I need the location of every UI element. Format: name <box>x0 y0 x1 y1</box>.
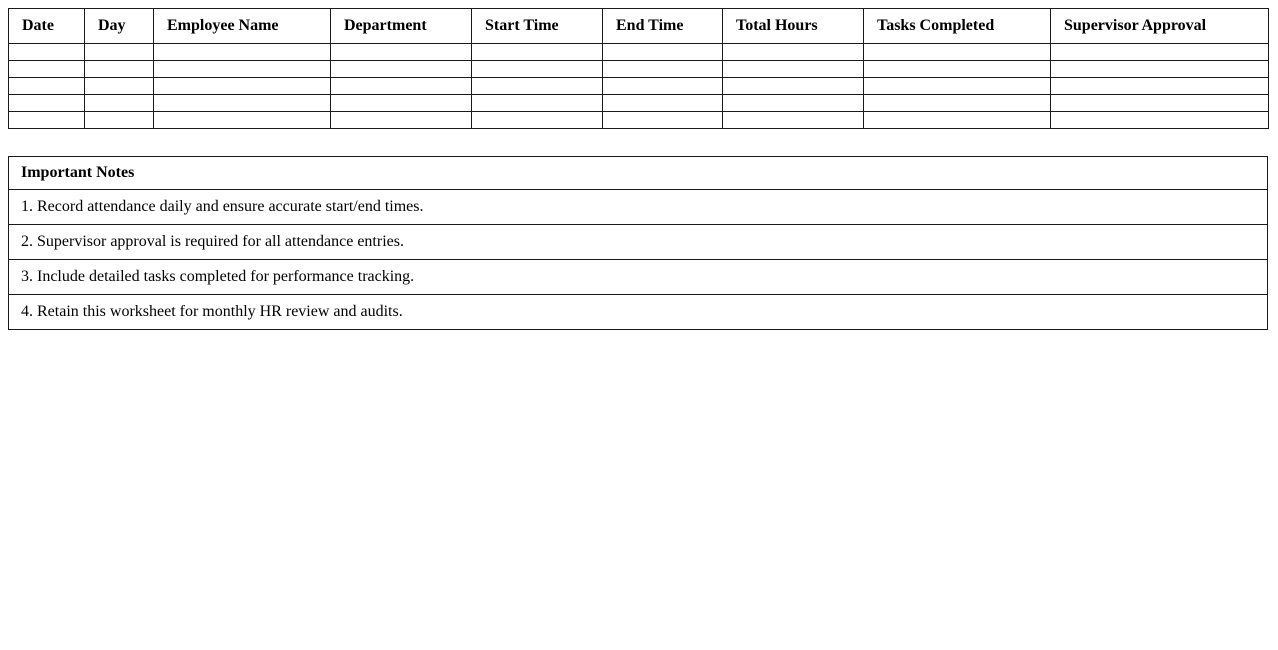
column-header-employee-name: Employee Name <box>154 9 331 44</box>
empty-cell <box>9 95 85 112</box>
empty-cell <box>85 95 154 112</box>
empty-cell <box>331 61 472 78</box>
empty-cell <box>1051 78 1269 95</box>
empty-cell <box>723 95 864 112</box>
empty-cell <box>1051 112 1269 129</box>
empty-cell <box>864 78 1051 95</box>
attendance-header-row <box>9 9 1269 44</box>
column-header-end-time: End Time <box>603 9 723 44</box>
empty-cell <box>154 44 331 61</box>
empty-cell <box>331 44 472 61</box>
column-header-supervisor-approval: Supervisor Approval <box>1051 9 1269 44</box>
column-header-day: Day <box>85 9 154 44</box>
empty-cell <box>603 95 723 112</box>
empty-cell <box>723 78 864 95</box>
empty-cell <box>331 95 472 112</box>
empty-cell <box>154 112 331 129</box>
empty-cell <box>1051 61 1269 78</box>
empty-cell <box>723 112 864 129</box>
attendance-empty-row <box>9 112 1269 129</box>
column-header-total-hours: Total Hours <box>723 9 864 44</box>
empty-cell <box>603 112 723 129</box>
empty-cell <box>9 78 85 95</box>
column-header-date: Date <box>9 9 85 44</box>
empty-cell <box>723 61 864 78</box>
note-item-3: 3. Include detailed tasks completed for performance tracking. <box>9 260 1268 295</box>
note-row <box>9 225 1268 260</box>
empty-cell <box>603 44 723 61</box>
attendance-table <box>8 8 1269 129</box>
empty-cell <box>472 61 603 78</box>
empty-cell <box>331 78 472 95</box>
empty-cell <box>864 44 1051 61</box>
column-header-tasks-completed: Tasks Completed <box>864 9 1051 44</box>
note-item-2: 2. Supervisor approval is required for all attendance entries. <box>9 225 1268 260</box>
empty-cell <box>331 112 472 129</box>
empty-cell <box>85 61 154 78</box>
attendance-empty-row <box>9 44 1269 61</box>
empty-cell <box>154 95 331 112</box>
empty-cell <box>9 61 85 78</box>
empty-cell <box>154 78 331 95</box>
notes-title-row <box>9 157 1268 190</box>
notes-table <box>8 156 1268 330</box>
note-item-4: 4. Retain this worksheet for monthly HR review and audits. <box>9 295 1268 330</box>
empty-cell <box>603 78 723 95</box>
attendance-empty-row <box>9 95 1269 112</box>
empty-cell <box>472 44 603 61</box>
empty-cell <box>154 61 331 78</box>
note-row <box>9 190 1268 225</box>
attendance-empty-row <box>9 78 1269 95</box>
attendance-empty-row <box>9 61 1269 78</box>
empty-cell <box>85 112 154 129</box>
empty-cell <box>1051 95 1269 112</box>
empty-cell <box>1051 44 1269 61</box>
empty-cell <box>472 78 603 95</box>
empty-cell <box>864 61 1051 78</box>
note-item-1: 1. Record attendance daily and ensure accurate start/end times. <box>9 190 1268 225</box>
note-row <box>9 260 1268 295</box>
empty-cell <box>723 44 864 61</box>
empty-cell <box>472 112 603 129</box>
empty-cell <box>85 44 154 61</box>
empty-cell <box>603 61 723 78</box>
empty-cell <box>85 78 154 95</box>
empty-cell <box>864 112 1051 129</box>
empty-cell <box>864 95 1051 112</box>
empty-cell <box>9 44 85 61</box>
notes-title: Important Notes <box>9 157 1268 190</box>
column-header-start-time: Start Time <box>472 9 603 44</box>
empty-cell <box>9 112 85 129</box>
note-row <box>9 295 1268 330</box>
empty-cell <box>472 95 603 112</box>
column-header-department: Department <box>331 9 472 44</box>
